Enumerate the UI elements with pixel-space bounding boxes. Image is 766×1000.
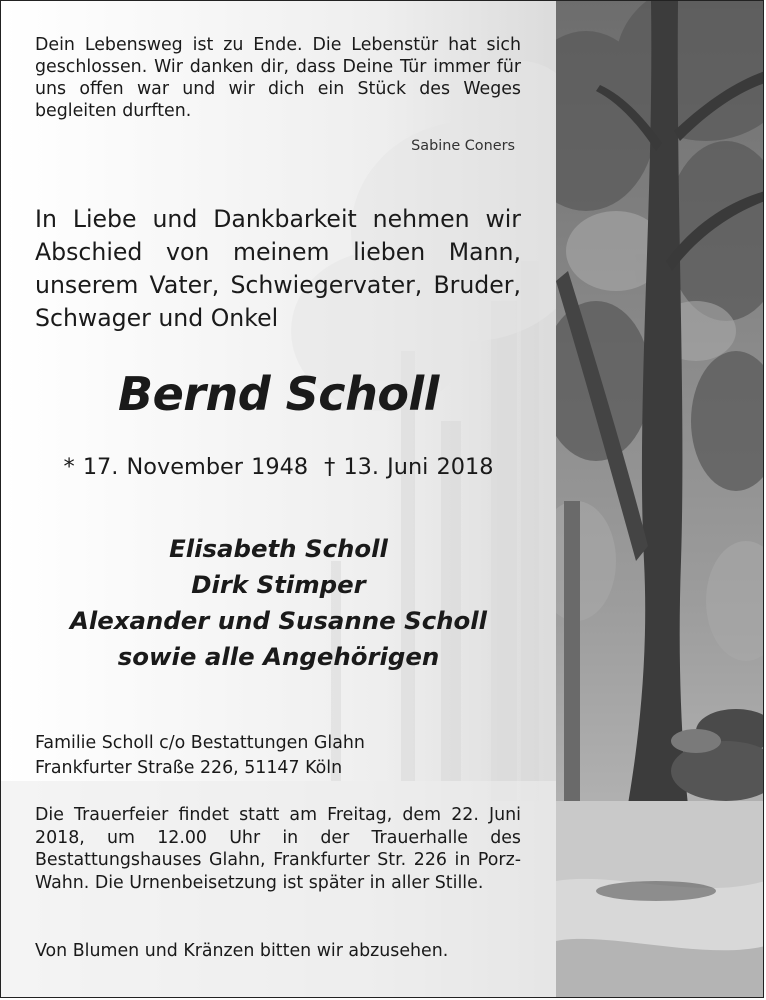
intro-text: In Liebe und Dankbarkeit nehmen wir Abschied von meinem lieben Mann, unserem Vater, Schwiegervater, Bruder, Schwager und Onkel — [35, 205, 521, 332]
mourner: Dirk Stimper — [191, 570, 366, 599]
tree-photo — [556, 1, 764, 998]
mourner: Elisabeth Scholl — [169, 534, 388, 563]
service-info: Die Trauerfeier findet statt am Freitag, dem 22. Juni 2018, um 12.00 Uhr in der Trauerhalle des Bestattungshauses Glahn, Frankfurter Str. 226 in Porz-Wahn. Die Urnenbeisetzung ist später in aller Stille. — [35, 805, 521, 893]
mourners-list — [1, 531, 556, 675]
contact-address — [35, 731, 521, 781]
address-line: Familie Scholl c/o Bestattungen Glahn — [35, 733, 365, 753]
mourner: sowie alle Angehörigen — [117, 642, 440, 671]
birth-date: * 17. November 1948 — [63, 454, 309, 480]
address-line: Frankfurter Straße 226, 51147 Köln — [35, 758, 343, 778]
quote-author: Sabine Coners — [411, 138, 515, 154]
closing-note: Von Blumen und Kränzen bitten wir abzusehen. — [35, 941, 449, 961]
life-dates — [1, 454, 556, 480]
mourner: Alexander und Susanne Scholl — [69, 606, 488, 635]
deceased-name: Bernd Scholl — [118, 367, 439, 421]
death-date: † 13. Juni 2018 — [324, 454, 494, 480]
opening-quote: Dein Lebensweg ist zu Ende. Die Lebenstür hat sich geschlossen. Wir danken dir, dass Deine Tür immer für uns offen war und wir dich ein Stück des Weges begleiten durften. — [35, 35, 521, 121]
